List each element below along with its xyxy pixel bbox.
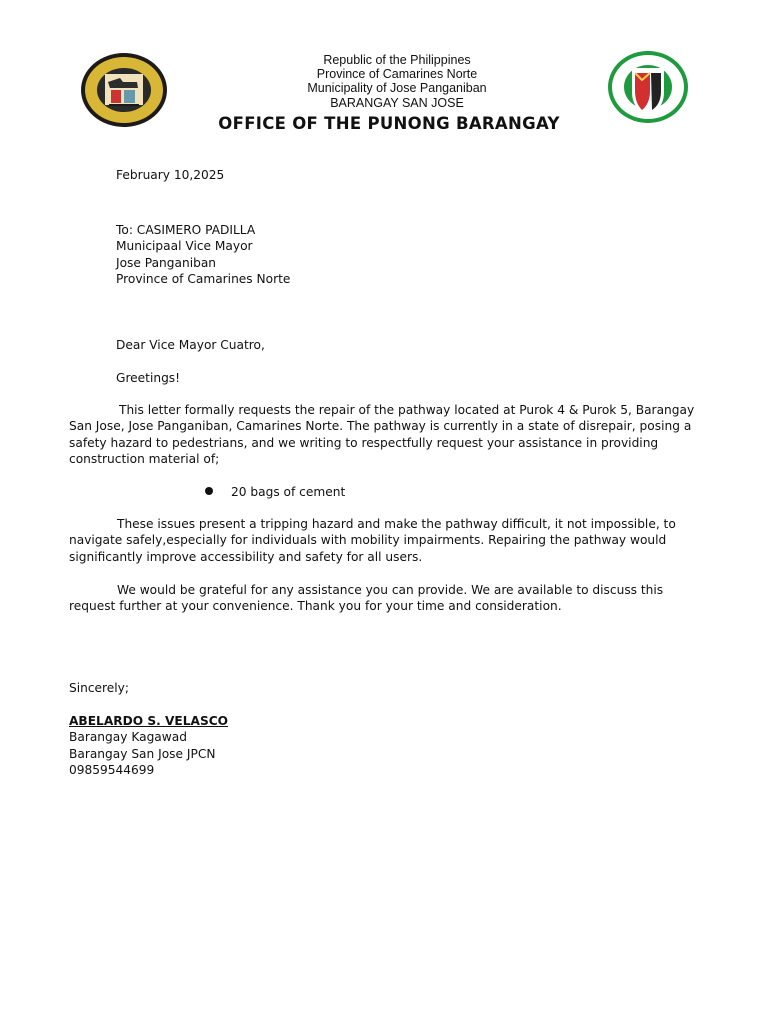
recipient-block: [116, 222, 290, 288]
signatory-office: Barangay San Jose JPCN: [69, 746, 216, 761]
signatory-name: ABELARDO S. VELASCO: [69, 714, 229, 728]
letterhead-lines: [200, 53, 594, 110]
signature-block: [69, 713, 228, 779]
letterhead-line: Municipality of Jose Panganiban: [307, 81, 487, 96]
bullet-text: 20 bags of cement: [231, 485, 346, 499]
recipient-line: Municipaal Vice Mayor: [116, 239, 253, 254]
letterhead-line: BARANGAY SAN JOSE: [330, 95, 464, 110]
recipient-line: Province of Camarines Norte: [116, 272, 291, 287]
letterhead-line: Province of Camarines Norte: [316, 67, 478, 82]
salutation: Dear Vice Mayor Cuatro,: [116, 338, 265, 352]
recipient-line: To: CASIMERO PADILLA: [116, 223, 256, 237]
greeting: Greetings!: [116, 371, 181, 385]
recipient-line: Jose Panganiban: [116, 255, 217, 270]
signatory-title: Barangay Kagawad: [69, 730, 187, 745]
letter-date: February 10,2025: [116, 168, 225, 182]
letterhead-line: Republic of the Philippines: [323, 53, 471, 67]
office-title: OFFICE OF THE PUNONG BARANGAY: [218, 114, 560, 133]
signatory-phone: 09859544699: [69, 763, 155, 778]
paragraph-3: We would be grateful for any assistance you can provide. We are available to discuss this request further at your convenience. Thank you for your time and consideration.: [69, 583, 664, 614]
bullet-item: [205, 484, 345, 500]
paragraph-1: This letter formally requests the repair of the pathway located at Purok 4 & Purok 5, Barangay San Jose, Jose Panganiban, Camarines Norte. The pathway is currently in a state of disrepair, posing a safety hazard to pedestrians, and we writing to respectfully request your assistance in providing construction material of;: [69, 403, 695, 467]
bullet-icon: [205, 487, 213, 495]
paragraph-2: These issues present a tripping hazard and make the pathway difficult, it not impossible, to navigate safely,especially for individuals with mobility impairments. Repairing the pathway would significantly improve accessibility and safety for all users.: [69, 517, 676, 564]
closing: Sincerely;: [69, 681, 129, 695]
